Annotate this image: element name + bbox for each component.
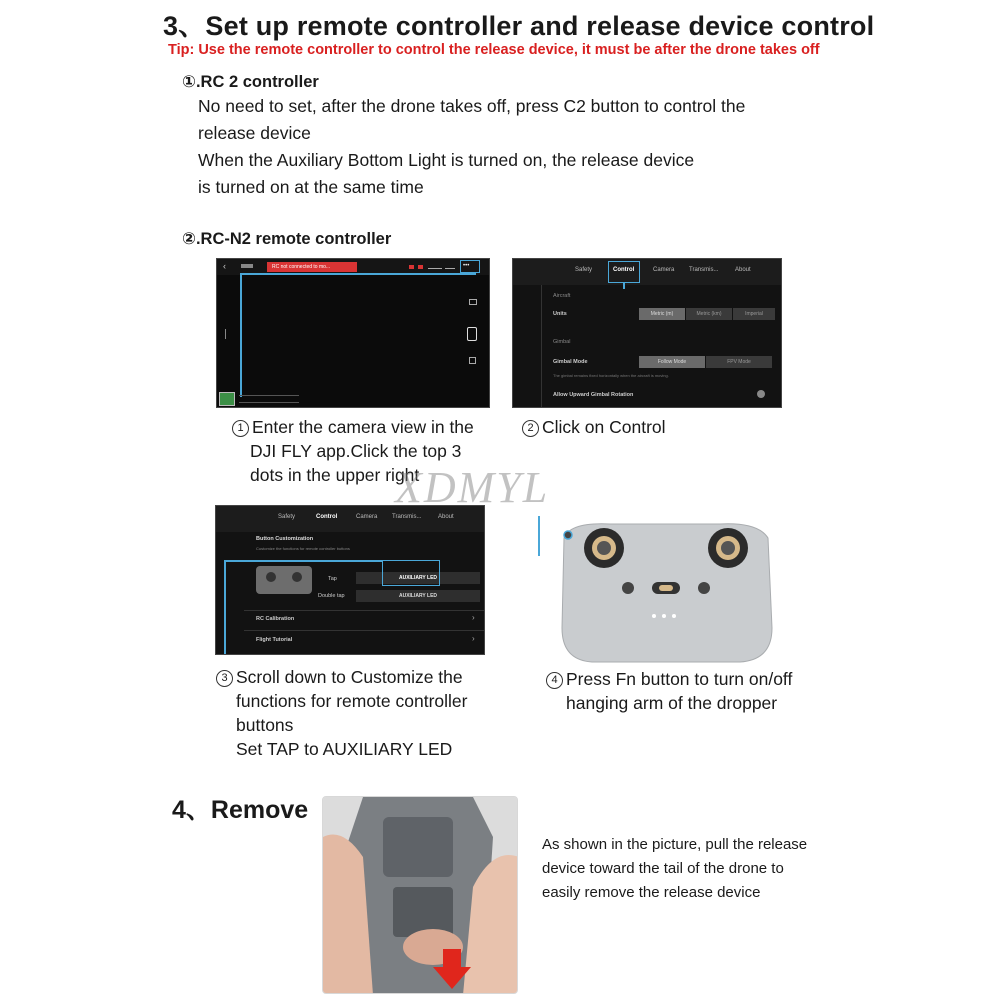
units-metric-km[interactable]: Metric (km) bbox=[686, 308, 732, 320]
section-4-line-2: device toward the tail of the drone to bbox=[542, 860, 784, 877]
double-tap-value[interactable]: AUXILIARY LED bbox=[356, 590, 480, 602]
tab-about[interactable]: About bbox=[438, 514, 454, 520]
divider bbox=[244, 610, 484, 611]
tab-transmission[interactable]: Transmis... bbox=[689, 267, 719, 273]
step-4-number: 4 bbox=[546, 672, 563, 689]
tab-control[interactable]: Control bbox=[316, 514, 338, 520]
control-callout bbox=[623, 283, 625, 289]
rc2-title: ①.RC 2 controller bbox=[182, 73, 319, 91]
rc2-line-3: When the Auxiliary Bottom Light is turned on, the release device bbox=[198, 150, 695, 170]
rc-calibration-chevron-icon: › bbox=[472, 613, 475, 622]
section-4-line-1: As shown in the picture, pull the release bbox=[542, 836, 808, 853]
rc2-description bbox=[198, 93, 745, 201]
tap-value[interactable]: AUXILIARY LED bbox=[356, 572, 480, 584]
removal-photo bbox=[322, 796, 518, 994]
units-imperial[interactable]: Imperial bbox=[733, 308, 775, 320]
section-3-heading: 3、Set up remote controller and release device control bbox=[163, 11, 875, 41]
flight-tutorial-item[interactable]: Flight Tutorial bbox=[256, 637, 293, 643]
playback-icon[interactable] bbox=[469, 357, 476, 364]
mini-stick-right bbox=[292, 572, 302, 582]
rc2-line-1: No need to set, after the drone takes off, press C2 button to control the bbox=[198, 96, 746, 116]
callout-line-left bbox=[240, 273, 242, 397]
tab-camera[interactable]: Camera bbox=[356, 514, 378, 520]
tap-callout-vertical bbox=[224, 560, 226, 655]
gps-icon bbox=[428, 265, 442, 269]
step-2-line-1: Click on Control bbox=[542, 417, 666, 437]
left-panel-icon[interactable] bbox=[225, 329, 230, 339]
section-4-line-3: easily remove the release device bbox=[542, 884, 761, 901]
step-2-number: 2 bbox=[522, 420, 539, 437]
gimbal-fpv-mode[interactable]: FPV Mode bbox=[706, 356, 772, 368]
gimbal-section-label: Gimbal bbox=[553, 339, 571, 345]
step-1-number: 1 bbox=[232, 420, 249, 437]
step-3-line-1: Scroll down to Customize the bbox=[236, 667, 463, 687]
map-thumbnail[interactable] bbox=[219, 392, 235, 406]
rc2-line-2: release device bbox=[198, 123, 311, 143]
shutter-icon[interactable] bbox=[467, 327, 477, 341]
tap-label: Tap bbox=[328, 576, 337, 582]
button-customization-title: Button Customization bbox=[256, 536, 314, 542]
gimbal-mode-label: Gimbal Mode bbox=[553, 359, 588, 365]
step-2-caption bbox=[522, 415, 666, 439]
upward-rotation-toggle[interactable] bbox=[757, 390, 765, 398]
tab-control[interactable]: Control bbox=[613, 267, 635, 273]
connection-status-badge: RC not connected to mo... bbox=[267, 262, 357, 272]
step-4-line-1: Press Fn button to turn on/off bbox=[566, 669, 793, 689]
gimbal-note: The gimbal remains fixed horizontally when the aircraft is moving. bbox=[553, 373, 669, 378]
removal-photo-drawing bbox=[323, 797, 518, 994]
gimbal-follow-mode[interactable]: Follow Mode bbox=[639, 356, 705, 368]
section-4-heading: 4、Remove bbox=[172, 796, 309, 824]
control-tab-highlight bbox=[608, 261, 640, 283]
step-1-line-2: DJI FLY app.Click the top 3 bbox=[250, 441, 462, 461]
settings-icon[interactable] bbox=[469, 299, 477, 305]
camera-view-screenshot bbox=[216, 258, 490, 408]
tab-safety[interactable]: Safety bbox=[575, 267, 593, 273]
callout-line-top bbox=[240, 273, 476, 275]
watermark: XDMYL bbox=[395, 463, 550, 512]
step-1-line-1: Enter the camera view in the bbox=[252, 417, 474, 437]
rcn2-title: ②.RC-N2 remote controller bbox=[182, 230, 392, 248]
tap-callout-horizontal bbox=[224, 560, 382, 562]
double-tap-label: Double tap bbox=[318, 593, 345, 599]
telemetry-readout bbox=[239, 395, 299, 403]
signal-icon bbox=[409, 265, 414, 269]
step-3-number: 3 bbox=[216, 670, 233, 687]
units-label: Units bbox=[553, 311, 567, 317]
step-3-line-2: functions for remote controller bbox=[236, 691, 468, 711]
step-1-line-3: dots in the upper right bbox=[250, 465, 420, 485]
aircraft-section-label: Aircraft bbox=[553, 293, 571, 299]
tap-highlight bbox=[382, 560, 440, 586]
more-dots-icon[interactable]: ••• bbox=[463, 263, 470, 269]
back-icon: ‹ bbox=[223, 261, 226, 271]
step-3-caption bbox=[216, 665, 468, 761]
step-4-caption bbox=[546, 667, 792, 715]
units-metric-m[interactable]: Metric (m) bbox=[639, 308, 685, 320]
fn-callout bbox=[538, 516, 540, 556]
divider-2 bbox=[244, 630, 484, 631]
tab-safety[interactable]: Safety bbox=[278, 514, 296, 520]
wifi-icon bbox=[445, 265, 455, 269]
control-settings-screenshot bbox=[512, 258, 782, 408]
rc-calibration-item[interactable]: RC Calibration bbox=[256, 616, 295, 622]
step-3-line-4: Set TAP to AUXILIARY LED bbox=[236, 739, 453, 759]
mini-stick-left bbox=[266, 572, 276, 582]
settings-sidebar-divider bbox=[541, 285, 542, 408]
step-3-line-3: buttons bbox=[236, 715, 294, 735]
button-customization-screenshot bbox=[215, 505, 485, 655]
upward-rotation-label: Allow Upward Gimbal Rotation bbox=[553, 392, 634, 398]
tab-camera[interactable]: Camera bbox=[653, 267, 675, 273]
settings-tabs bbox=[513, 259, 781, 285]
tab-transmission[interactable]: Transmis... bbox=[392, 514, 422, 520]
tab-about[interactable]: About bbox=[735, 267, 751, 273]
section-4-description bbox=[542, 833, 807, 905]
more-dots-highlight bbox=[460, 260, 480, 273]
battery-icon bbox=[418, 265, 423, 269]
step-4-line-2: hanging arm of the dropper bbox=[566, 693, 778, 713]
flight-tutorial-chevron-icon: › bbox=[472, 634, 475, 643]
remote-controller-drawing bbox=[540, 508, 780, 668]
mini-controller-icon bbox=[256, 566, 312, 594]
remote-controller-image bbox=[540, 508, 780, 668]
rc2-line-4: is turned on at the same time bbox=[198, 177, 424, 197]
mode-icon bbox=[241, 264, 253, 268]
button-customization-note: Customize the functions for remote controller buttons bbox=[256, 546, 350, 551]
tip-text: Tip: Use the remote controller to control the release device, it must be after the drone takes off bbox=[168, 42, 820, 58]
